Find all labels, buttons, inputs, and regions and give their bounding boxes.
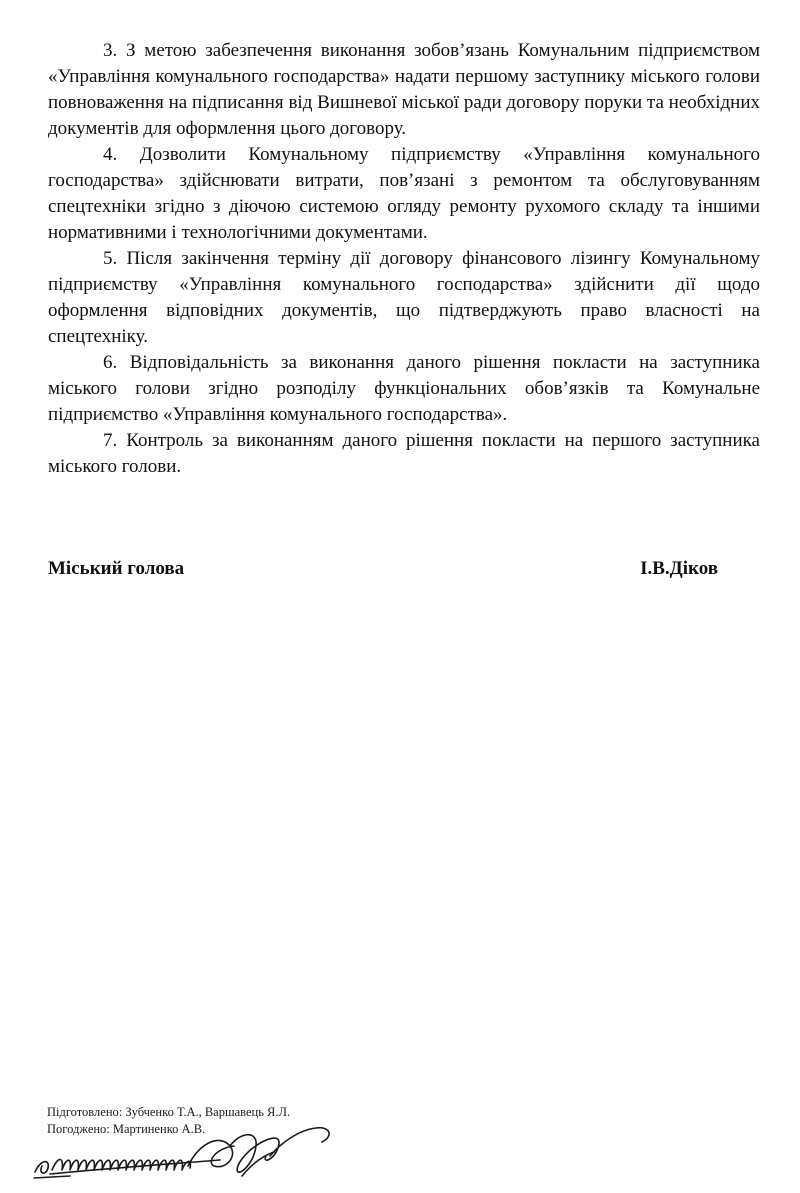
paragraph-3: 3. З метою забезпечення виконання зобов’язань Комунальним підприємством «Управління комунального господарства» надати першому заступнику міського голови повноваження на підписання від Вишневої міської ради договору поруки та необхідних документів для оформлення цього договору. <box>48 40 760 139</box>
handwritten-signature-icon <box>30 1112 350 1184</box>
paragraph-7: 7. Контроль за виконанням даного рішення покласти на першого заступника міського голови. <box>48 430 760 477</box>
signatory-name: І.В.Діков <box>640 558 718 579</box>
agreed-by-line: Погоджено: Мартиненко А.В. <box>47 1122 206 1136</box>
paragraph-6: 6. Відповідальність за виконання даного рішення покласти на заступника міського голови згідно розподілу функціональних обов’язків та Комунальне підприємство «Управління комунального господарства». <box>48 352 760 425</box>
paragraph-5: 5. Після закінчення терміну дії договору фінансового лізингу Комунальному підприємству «Управління комунального господарства» здійснити дії щодо оформлення відповідних документів, що підтверджують право власності на спецтехніку. <box>48 248 760 347</box>
paragraph-4: 4. Дозволити Комунальному підприємству «Управління комунального господарства» здійснювати витрати, пов’язані з ремонтом та обслуговуванням спецтехніки згідно з діючою системою огляду ремонту рухомого складу та іншими нормативними і технологічними документами. <box>48 144 760 243</box>
decision-body <box>48 38 760 480</box>
prepared-by-line: Підготовлено: Зубченко Т.А., Варшавець Я.Л. <box>47 1105 291 1119</box>
signatory-title: Міський голова <box>48 558 185 579</box>
